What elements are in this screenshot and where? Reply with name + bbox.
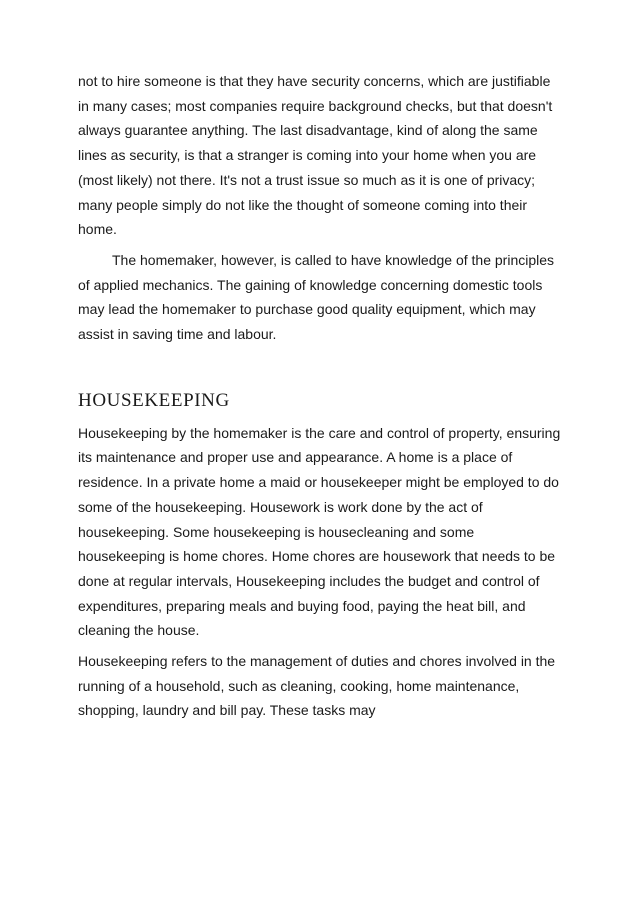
- section-heading: HOUSEKEEPING: [78, 389, 230, 411]
- body-paragraph: The homemaker, however, is called to have knowledge of the principles of applied mechanics. The gaining of knowledge concerning domestic tools may lead the homemaker to purchase good quality equipment, which may assist in saving time and labour.: [78, 251, 555, 343]
- body-paragraph: Housekeeping by the homemaker is the care and control of property, ensuring its maintenance and proper use and appearance. A home is a place of residence. In a private home a maid or housekeeper might be employed to do some of the housekeeping. Housework is work done by the act of housekeeping. Some housekeeping is housecleaning and some housekeeping is home chores. Home chores are housework that needs to be done at regular intervals, Housekeeping includes the budget and control of expenditures, preparing meals and buying food, paying the heat bill, and cleaning the house.: [78, 424, 561, 639]
- body-paragraph: Housekeeping refers to the management of duties and chores involved in the running of a household, such as cleaning, cooking, home maintenance, shopping, laundry and bill pay. These tasks may: [78, 653, 556, 719]
- page-content: [78, 69, 564, 723]
- body-paragraph: not to hire someone is that they have security concerns, which are justifiable in many cases; most companies require background checks, but that doesn't always guarantee anything. The last disadvantage, kind of along the same lines as security, is that a stranger is coming into your home when you are (most likely) not there. It's not a trust issue so much as it is one of privacy; many people simply do not like the thought of someone coming into their home.: [78, 73, 553, 238]
